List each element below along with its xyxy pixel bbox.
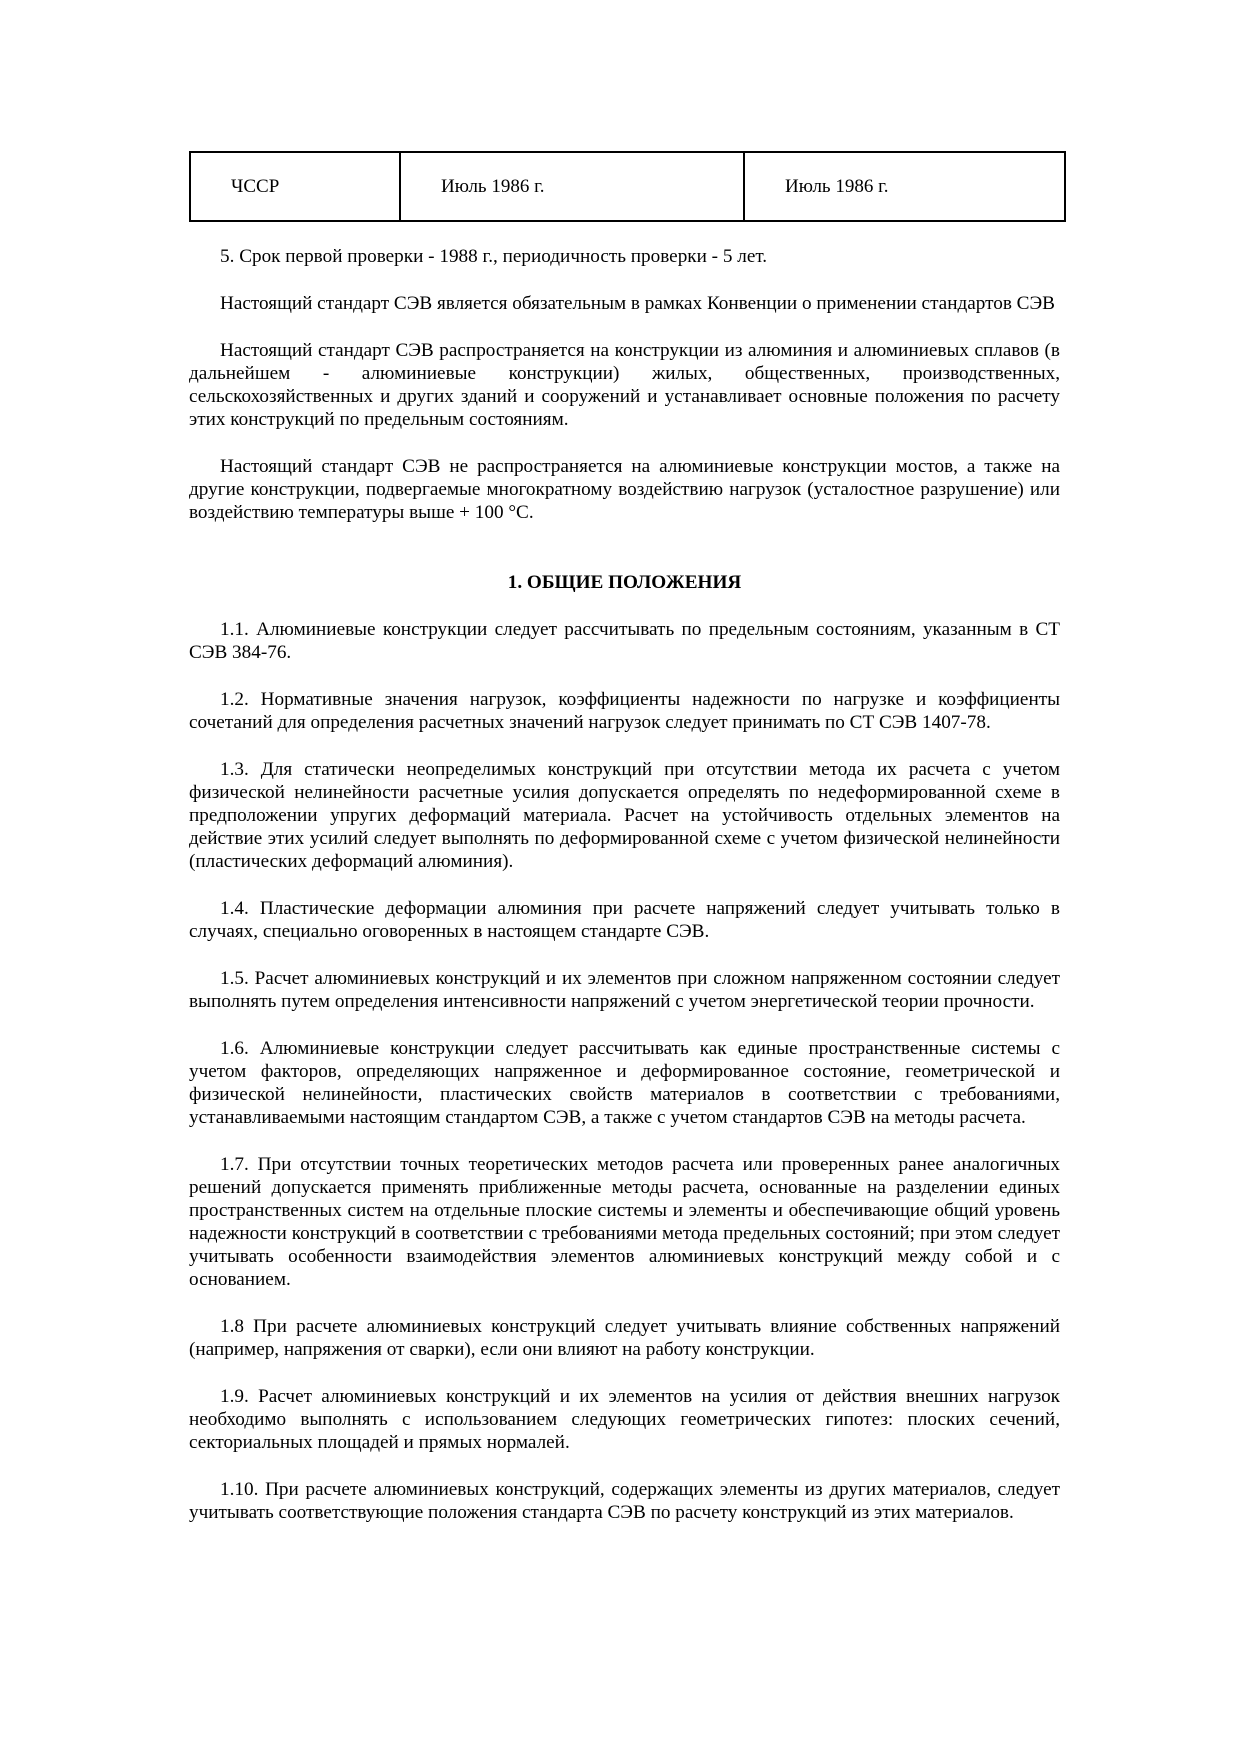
paragraph-1-5: 1.5. Расчет алюминиевых конструкций и их элементов при сложном напряженном состоянии следует выполнять путем определения интенсивности напряжений с учетом энергетической теории прочности.: [189, 968, 1060, 1012]
paragraph-1-3: 1.3. Для статически неопределимых конструкций при отсутствии метода их расчета с учетом физической нелинейности расчетные усилия допускается определять по недеформированной схеме в предположении упругих деформаций материала. Расчет на устойчивость отдельных элементов на действие этих усилий следует выполнять по деформированной схеме с учетом физической нелинейности (пластических деформаций алюминия).: [189, 759, 1060, 872]
table-cell-approval-date: Июль 1986 г.: [400, 152, 744, 221]
paragraph-1-4: 1.4. Пластические деформации алюминия при расчете напряжений следует учитывать только в случаях, специально оговоренных в настоящем стандарте СЭВ.: [189, 898, 1060, 942]
paragraph-1-7: 1.7. При отсутствии точных теоретических методов расчета или проверенных ранее аналогичных решений допускается применять приближенные методы расчета, основанные на разделении единых пространственных систем на отдельные плоские системы и элементы и обеспечивающие общий уровень надежности конструкций в соответствии с требованиями метода предельных состояний; при этом следует учитывать особенности взаимодействия элементов алюминиевых конструкций между собой и с основанием.: [189, 1154, 1060, 1290]
paragraph-1-8: 1.8 При расчете алюминиевых конструкций следует учитывать влияние собственных напряжений (например, напряжения от сварки), если они влияют на работу конструкции.: [189, 1316, 1060, 1360]
table-cell-country: ЧССР: [190, 152, 400, 221]
approval-table: [189, 151, 1066, 222]
paragraph-exclusions: Настоящий стандарт СЭВ не распространяется на алюминиевые конструкции мостов, а также на другие конструкции, подвергаемые многократному воздействию нагрузок (усталостное разрушение) или воздействию температуры выше + 100 °С.: [189, 456, 1060, 523]
paragraph-1-10: 1.10. При расчете алюминиевых конструкций, содержащих элементы из других материалов, следует учитывать соответствующие положения стандарта СЭВ по расчету конструкций из этих материалов.: [189, 1479, 1060, 1523]
document-body: [189, 245, 1060, 1548]
paragraph-1-1: 1.1. Алюминиевые конструкции следует рассчитывать по предельным состояниям, указанным в СТ СЭВ 384-76.: [189, 619, 1060, 663]
paragraph-1-6: 1.6. Алюминиевые конструкции следует рассчитывать как единые пространственные системы с учетом факторов, определяющих напряженное и деформированное состояние, геометрической и физической нелинейности, пластических свойств материалов в соответствии с требованиями, устанавливаемыми настоящим стандартом СЭВ, а также с учетом стандартов СЭВ на методы расчета.: [189, 1038, 1060, 1128]
paragraph-1-2: 1.2. Нормативные значения нагрузок, коэффициенты надежности по нагрузке и коэффициенты сочетаний для определения расчетных значений нагрузок следует принимать по СТ СЭВ 1407-78.: [189, 689, 1060, 733]
paragraph-scope: Настоящий стандарт СЭВ распространяется на конструкции из алюминия и алюминиевых сплавов (в дальнейшем - алюминиевые конструкции) жилых, общественных, производственных, сельскохозяйственных и других зданий и сооружений и устанавливает основные положения по расчету этих конструкций по предельным состояниям.: [189, 340, 1060, 430]
table-row: [190, 152, 1065, 221]
paragraph-review-period: 5. Срок первой проверки - 1988 г., периодичность проверки - 5 лет.: [220, 246, 768, 267]
paragraph-obligation: Настоящий стандарт СЭВ является обязательным в рамках Конвенции о применении стандартов СЭВ: [220, 293, 1055, 314]
section-title: 1. ОБЩИЕ ПОЛОЖЕНИЯ: [507, 572, 742, 593]
table-cell-effective-date: Июль 1986 г.: [744, 152, 1065, 221]
paragraph-1-9: 1.9. Расчет алюминиевых конструкций и их элементов на усилия от действия внешних нагрузок необходимо выполнять с использованием следующих геометрических гипотез: плоских сечений, секториальных площадей и прямых нормалей.: [189, 1386, 1060, 1453]
